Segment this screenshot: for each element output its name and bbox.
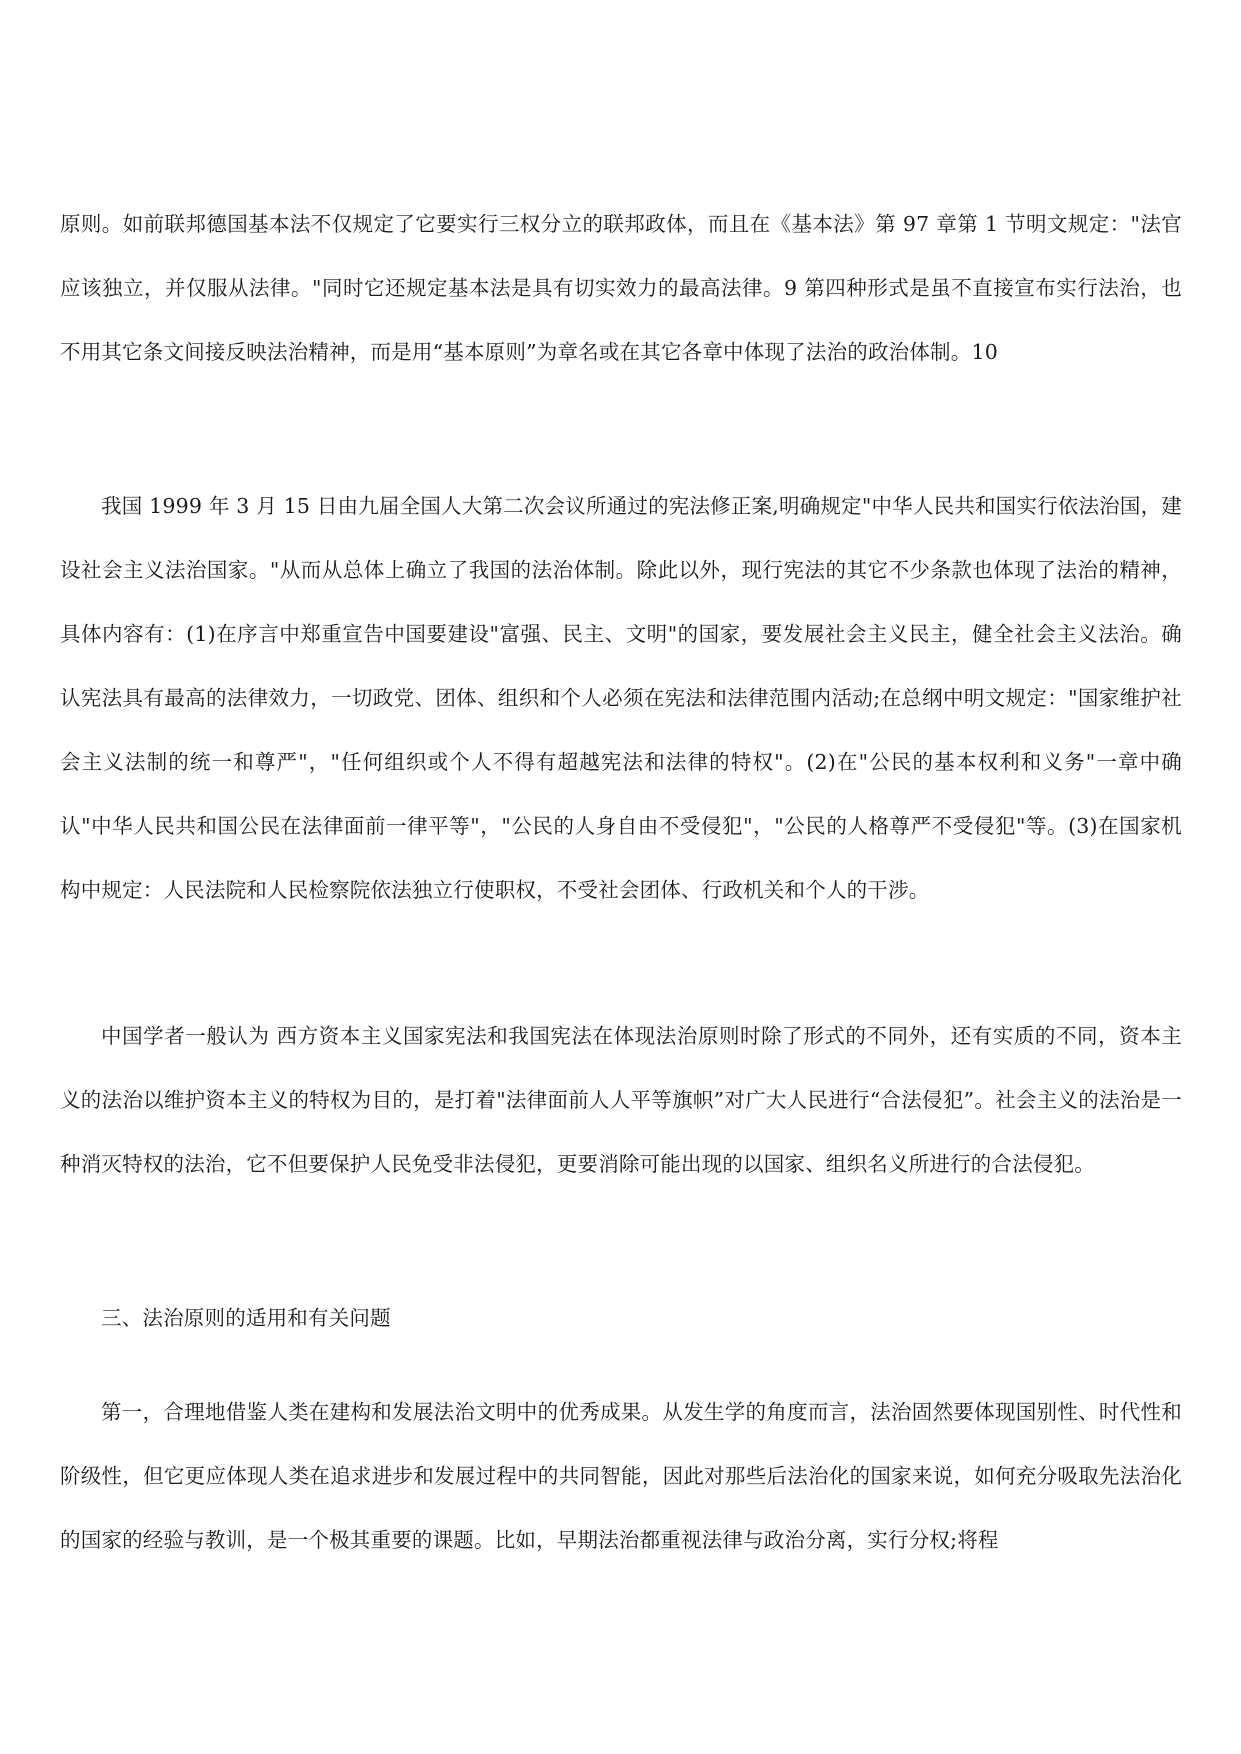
paragraph-constitution-amendment: 我国 1999 年 3 月 15 日由九届全国人大第二次会议所通过的宪法修正案,明确规定"中华人民共和国实行依法治国，建设社会主义法治国家。"从而从总体上确立了我国的法治体制。除此以外，现行宪法的其它不少条款也体现了法治的精神，具体内容有：(1)在序言中郑重宣告中国要建设"富强、民主、文明"的国家，要发展社会主义民主，健全社会主义法治。确认宪法具有最高的法律效力，一切政党、团体、组织和个人必须在宪法和法律范围内活动;在总纲中明文规定："国家维护社会主义法制的统一和尊严"，"任何组织或个人不得有超越宪法和法律的特权"。(2)在"公民的基本权利和义务"一章中确认"中华人民共和国公民在法律面前一律平等"，"公民的人身自由不受侵犯"，"公民的人格尊严不受侵犯"等。(3)在国家机构中规定：人民法院和人民检察院依法独立行使职权，不受社会团体、行政机关和个人的干涉。 [60, 494, 1182, 902]
paragraph-scholars-view: 中国学者一般认为 西方资本主义国家宪法和我国宪法在体现法治原则时除了形式的不同外，还有实质的不同，资本主义的法治以维护资本主义的特权为目的，是打着"法律面前人人平等旗帜”对广大人民进行“合法侵犯”。社会主义的法治是一种消灭特权的法治，它不但要保护人民免受非法侵犯，更要消除可能出现的以国家、组织名义所进行的合法侵犯。 [60, 1024, 1182, 1176]
paragraph-continuation: 原则。如前联邦德国基本法不仅规定了它要实行三权分立的联邦政体，而且在《基本法》第 97 章第 1 节明文规定："法官应该独立，并仅服从法律。"同时它还规定基本法是具有切实效力的最高法律。9 第四种形式是虽不直接宣布实行法治，也不用其它条文间接反映法治精神，而是用“基本原则”为章名或在其它各章中体现了法治的政治体制。10 [60, 212, 1182, 364]
section-heading: 三、法治原则的适用和有关问题 [101, 1306, 391, 1330]
paragraph-first-point: 第一，合理地借鉴人类在建构和发展法治文明中的优秀成果。从发生学的角度而言，法治固然要体现国别性、时代性和阶级性，但它更应体现人类在追求进步和发展过程中的共同智能，因此对那些后法治化的国家来说，如何充分吸取先法治化的国家的经验与教训，是一个极其重要的课题。比如，早期法治都重视法律与政治分离，实行分权;将程 [60, 1400, 1182, 1552]
